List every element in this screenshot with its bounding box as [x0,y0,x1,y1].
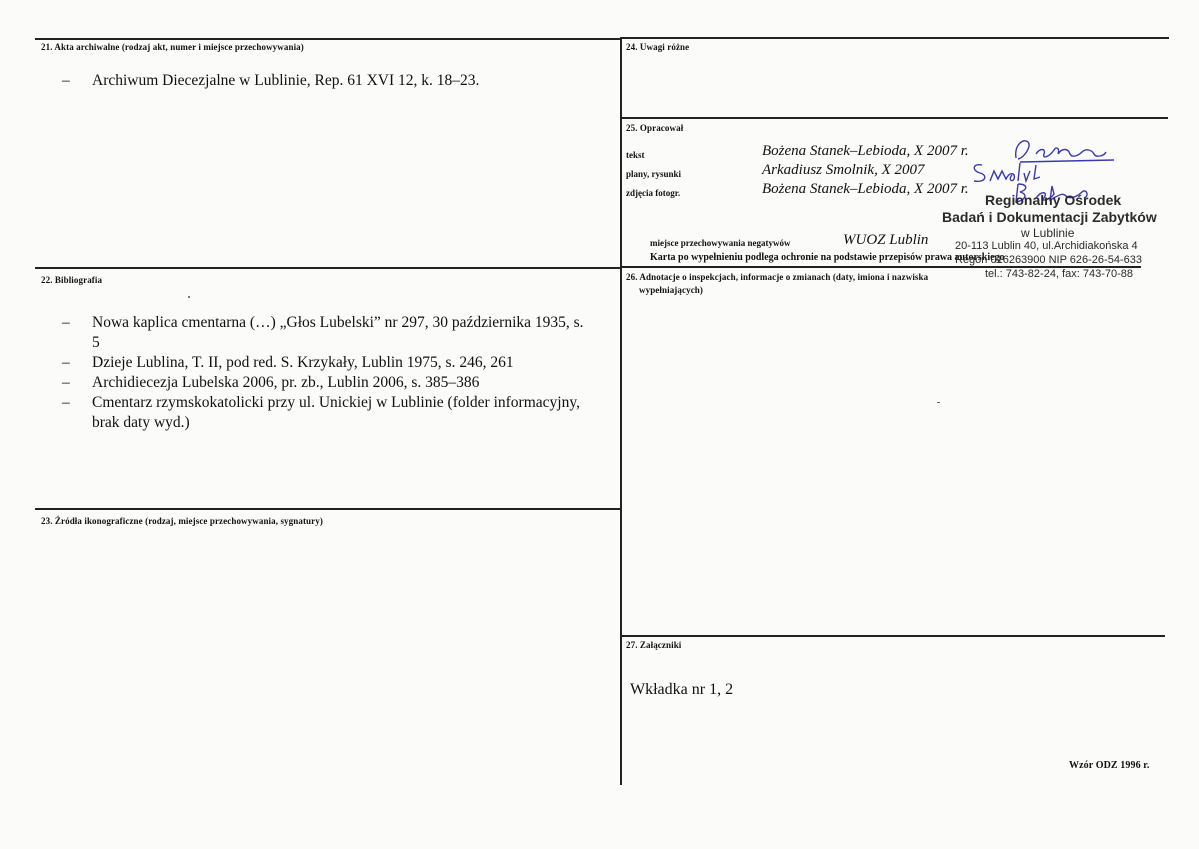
stamp-line-5: Regon 016263900 NIP 626-26-54-633 [955,254,1142,266]
list-item: – Dzieje Lublina, T. II, pod red. S. Krzykały, Lublin 1975, s. 246, 261 [62,354,514,371]
author-label-photos: zdjęcia fotogr. [626,188,681,198]
rule-23 [35,508,621,510]
stamp-line-1: Regionalny Ośrodek [985,192,1122,208]
protection-note: Karta po wypełnieniu podlega ochronie na podstawie przepisów prawa autorskiego [650,252,1005,263]
negatives-value: WUOZ Lublin [843,232,929,248]
section-26-header: 26. Adnotacje o inspekcjach, informacje o zmianach (daty, imiona i nazwiska [626,272,929,282]
stray-mark [188,296,190,298]
stamp-line-6: tel.: 743-82-24, fax: 743-70-88 [985,268,1133,280]
section-22-list [62,313,587,433]
author-value-plans: Arkadiusz Smolnik, X 2007 [762,162,925,178]
attachments-content: Wkładka nr 1, 2 [630,681,734,698]
rule-25 [621,117,1168,119]
negatives-label: miejsce przechowywania negatywów [650,238,791,248]
list-item: – Archiwum Diecezjalne w Lublinie, Rep. 61 XVI 12, k. 18–23. [62,72,480,89]
list-item: – Nowa kaplica cmentarna (…) „Głos Lubelski” nr 297, 30 października 1935, s. 5 [62,314,584,351]
stamp-line-4: 20-113 Lublin 40, ul.Archidiakońska 4 [955,240,1138,252]
section-26-header-cont: wypełniających) [639,285,703,295]
author-label-plans: plany, rysunki [626,169,682,179]
center-divider [620,37,622,785]
section-23-header: 23. Źródła ikonograficzne (rodzaj, miejsce przechowywania, sygnatury) [41,516,323,526]
section-25-header: 25. Opracował [626,123,684,133]
section-22-header: 22. Bibliografia [41,275,103,285]
section-27-header: 27. Załączniki [626,640,682,650]
author-value-photos: Bożena Stanek–Lebioda, X 2007 r. [762,181,969,197]
section-24-header: 24. Uwagi różne [626,42,690,52]
list-item: – Archidiecezja Lubelska 2006, pr. zb., Lublin 2006, s. 385–386 [62,374,480,391]
form-template-label: Wzór ODZ 1996 r. [1069,760,1150,771]
section-21-list [62,71,602,91]
rule-27 [621,635,1165,637]
list-item: – Cmentarz rzymskokatolicki przy ul. Unickiej w Lublinie (folder informacyjny, brak daty wyd.) [62,394,580,431]
top-rule-left [35,38,621,40]
stamp-line-2: Badań i Dokumentacji Zabytków [942,209,1157,225]
stray-mark [937,402,940,403]
stamp-line-3: w Lublinie [1021,226,1075,240]
author-label-text: tekst [626,150,645,160]
section-21-header: 21. Akta archiwalne (rodzaj akt, numer i miejsce przechowywania) [41,42,304,52]
rule-22 [35,267,621,269]
top-rule-right [621,37,1169,39]
author-value-text: Bożena Stanek–Lebioda, X 2007 r. [762,143,969,159]
